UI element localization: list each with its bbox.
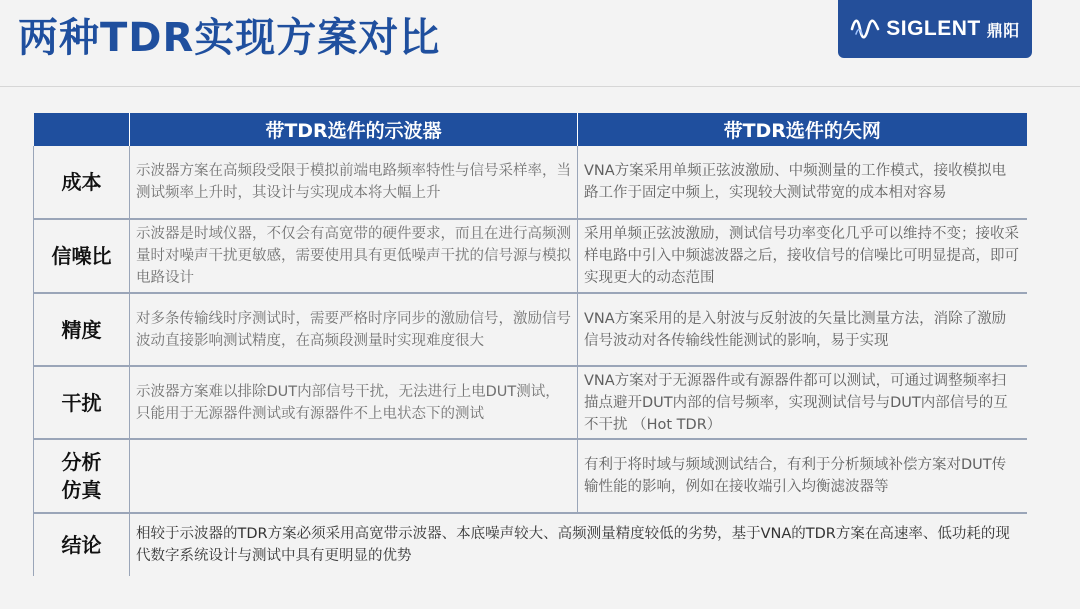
conclusion-text: 相较于示波器的TDR方案必须采用高宽带示波器、本底噪声较大、高频测量精度较低的劣势，基于VNA的TDR方案在高速率、低功耗的现代数字系统设计与测试中具有更明显的优势	[136, 526, 1010, 564]
table-row	[34, 219, 1027, 293]
cell-vna	[578, 366, 1027, 439]
table-row	[34, 146, 1027, 219]
page-title: 两种TDR实现方案对比	[18, 15, 441, 61]
table-row	[34, 366, 1027, 439]
row-label-snr: 信噪比	[34, 219, 130, 293]
cell-oscilloscope	[130, 146, 578, 219]
cell-text: 采用单频正弦波激励，测试信号功率变化几乎可以维持不变；接收采样电路中引入中频滤波器之后，接收信号的信噪比可明显提高，即可实现更大的动态范围	[584, 226, 1019, 286]
cell-oscilloscope	[130, 439, 578, 513]
cell-vna	[578, 439, 1027, 513]
cell-text: 示波器方案难以排除DUT内部信号干扰，无法进行上电DUT测试，只能用于无源器件测试或有源器件不上电状态下的测试	[136, 383, 560, 422]
table-row	[34, 293, 1027, 366]
conclusion-cell	[130, 513, 1027, 576]
brand-logo	[838, 0, 1032, 58]
header-oscilloscope: 带TDR选件的示波器	[130, 113, 578, 146]
cell-text: 示波器是时域仪器，不仅会有高宽带的硬件要求，而且在进行高频测量时对噪声干扰更敏感，需要使用具有更低噪声干扰的信号源与模拟电路设计	[136, 226, 571, 286]
row-label-interference: 干扰	[34, 366, 130, 439]
cell-text: 示波器方案在高频段受限于模拟前端电路频率特性与信号采样率，当测试频率上升时，其设计与实现成本将大幅上升	[136, 163, 571, 201]
table-row-conclusion	[34, 513, 1027, 576]
cell-text: 对多条传输线时序测试时，需要严格时序同步的激励信号，激励信号波动直接影响测试精度，在高频段测量时实现难度很大	[136, 310, 571, 349]
cell-text: 有利于将时域与频域测试结合，有利于分析频域补偿方案对DUT传输性能的影响，例如在接收端引入均衡滤波器等	[584, 457, 1007, 495]
cell-text: VNA方案对于无源器件或有源器件都可以测试，可通过调整频率扫描点避开DUT内部的信号频率，实现测试信号与DUT内部信号的互不干扰 （Hot TDR）	[584, 372, 1008, 433]
cell-oscilloscope	[130, 219, 578, 293]
cell-vna	[578, 293, 1027, 366]
cell-text: VNA方案采用的是入射波与反射波的矢量比测量方法，消除了激励信号波动对各传输线性能测试的影响，易于实现	[584, 310, 1007, 349]
logo-subtext: 鼎阳	[986, 22, 1020, 40]
cell-text: VNA方案采用单频正弦波激励、中频测量的工作模式，接收模拟电路工作于固定中频上，实现较大测试带宽的成本相对容易	[584, 163, 1007, 201]
cell-oscilloscope	[130, 366, 578, 439]
title-divider	[0, 86, 1080, 87]
comparison-table	[33, 113, 1027, 576]
siglent-wave-logo-icon	[850, 14, 880, 44]
table-row	[34, 439, 1027, 513]
logo-text: SIGLENT	[886, 17, 981, 40]
row-label-conclusion: 结论	[34, 513, 130, 576]
row-label-accuracy: 精度	[34, 293, 130, 366]
cell-vna	[578, 146, 1027, 219]
cell-vna	[578, 219, 1027, 293]
header-vna: 带TDR选件的矢网	[578, 113, 1027, 146]
row-label-simulation: 分析仿真	[34, 439, 130, 513]
header-corner	[34, 113, 130, 146]
row-label-cost: 成本	[34, 146, 130, 219]
table-header-row	[34, 113, 1027, 146]
cell-oscilloscope	[130, 293, 578, 366]
